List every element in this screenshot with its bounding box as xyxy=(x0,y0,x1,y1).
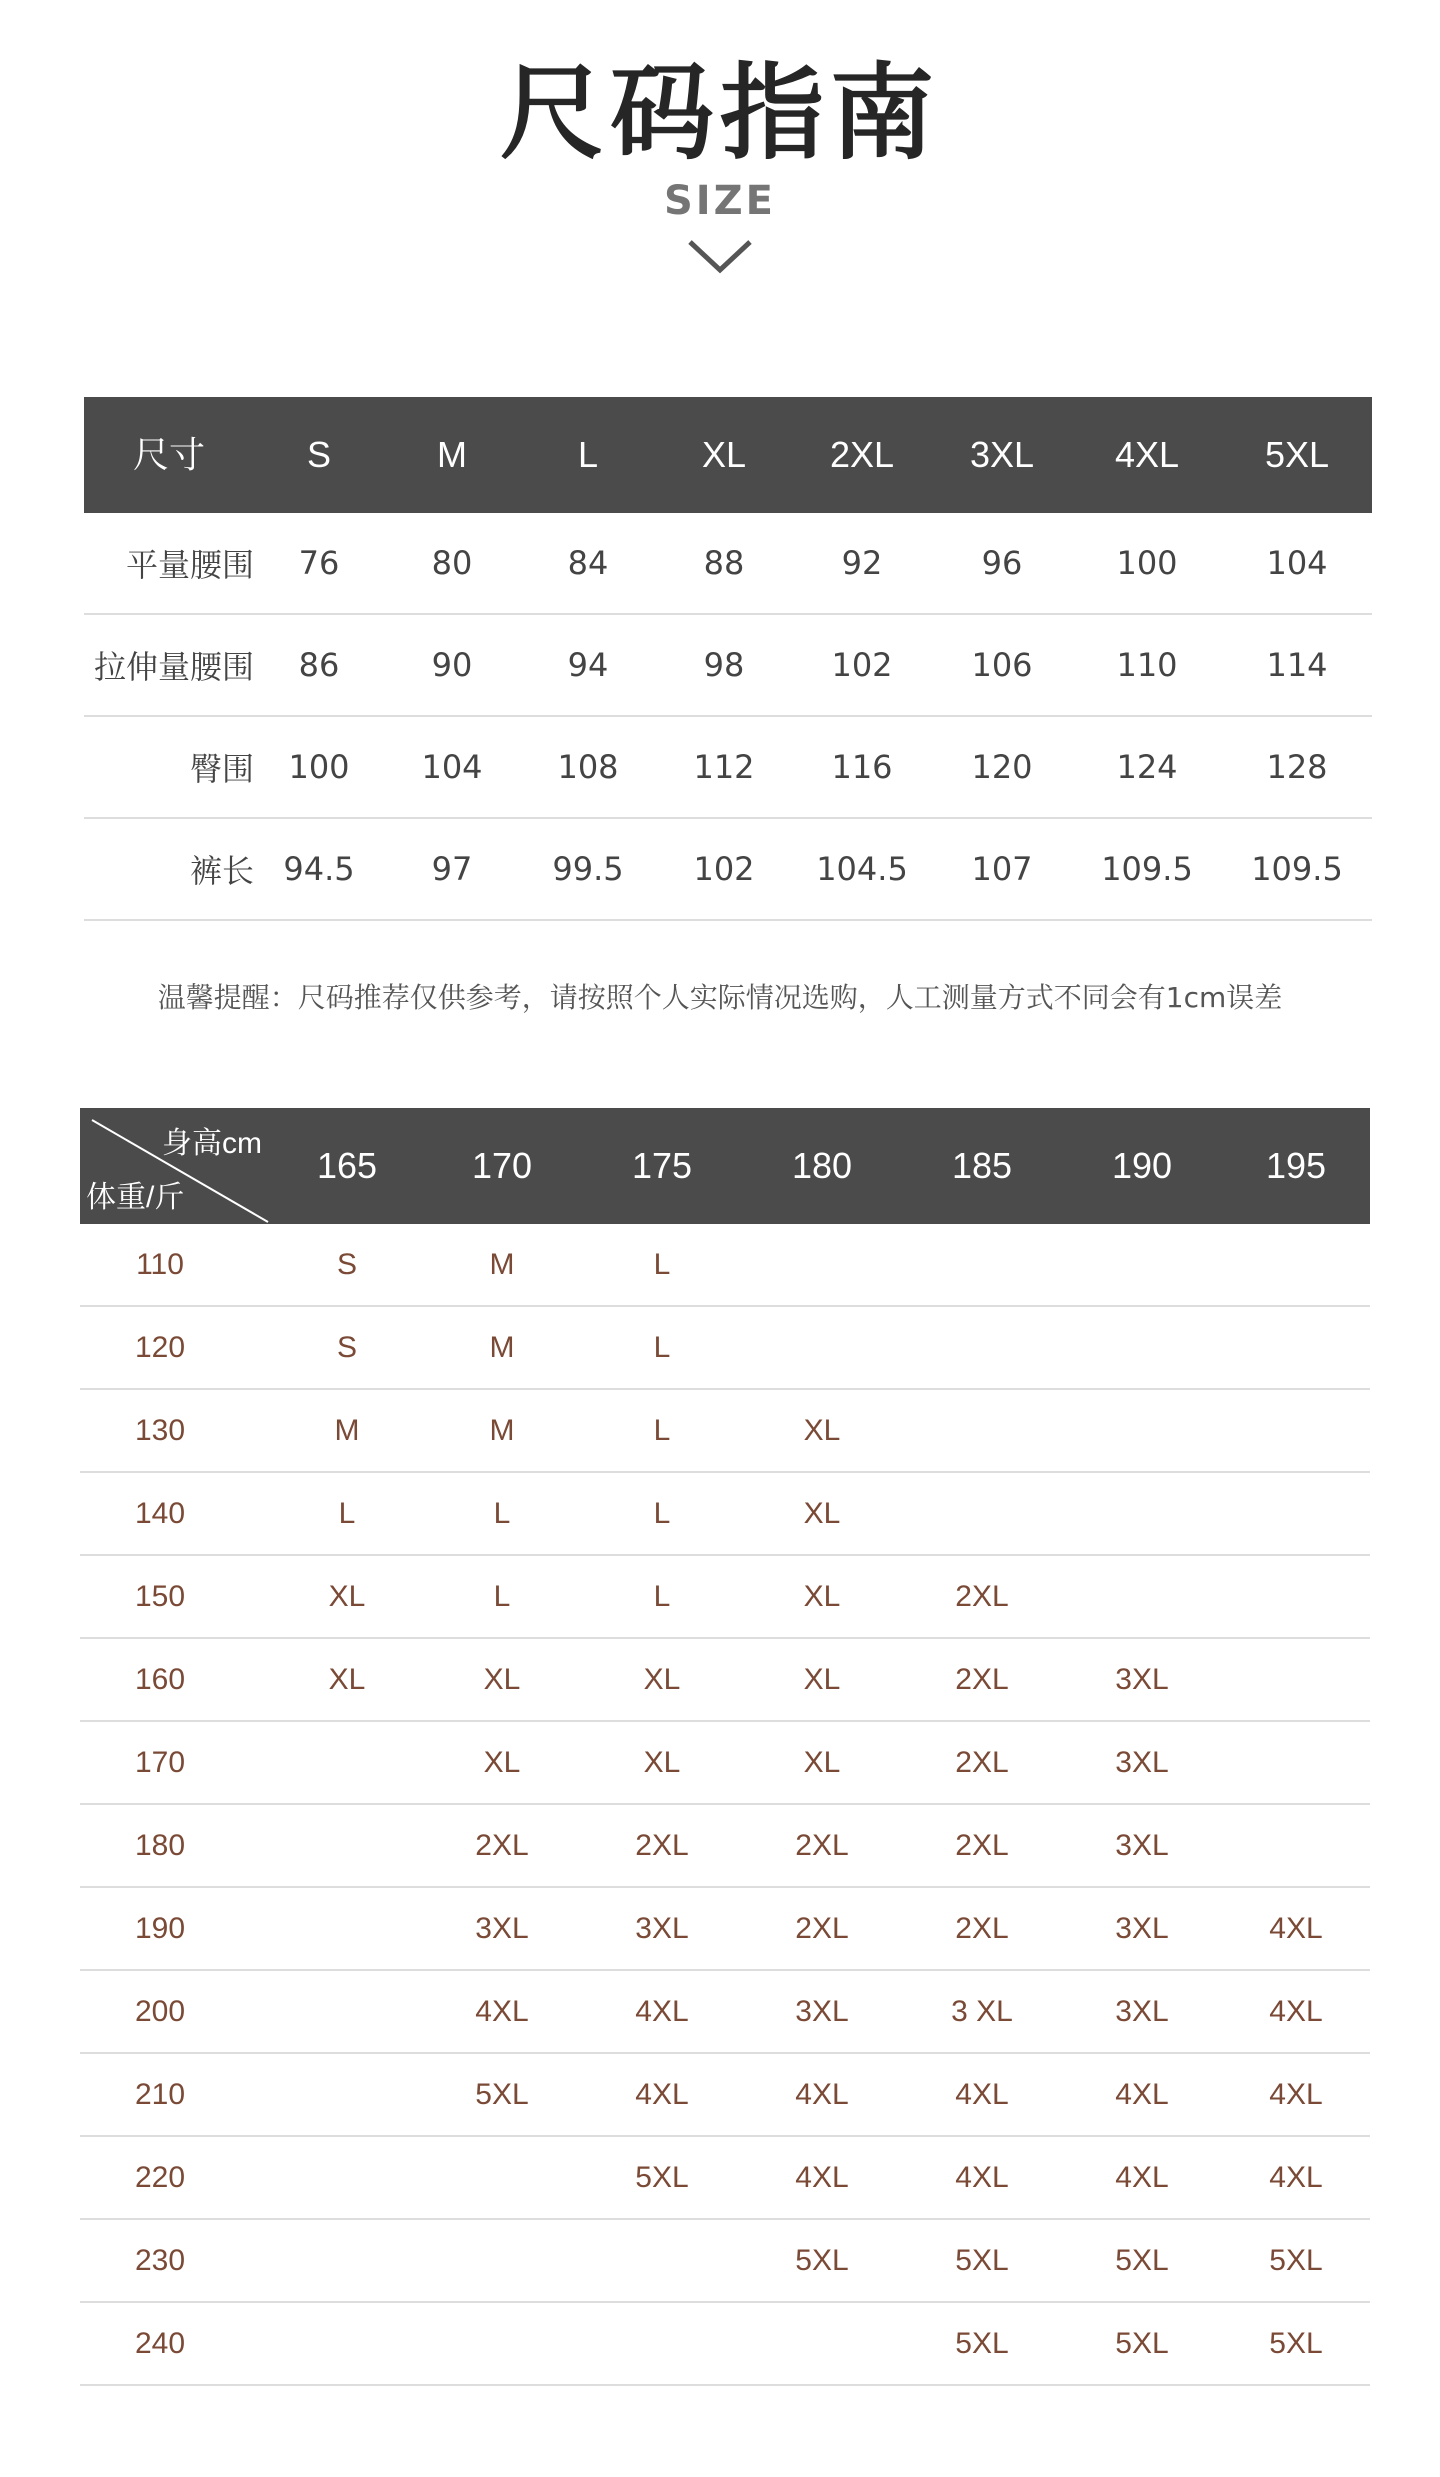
measurement-label: 平量腰围 xyxy=(125,546,254,584)
size-recommendation-cell: 4XL xyxy=(1269,2077,1323,2111)
measurement-value: 80 xyxy=(431,544,473,582)
fit-table xyxy=(80,1108,1370,2386)
height-header-cell: 190 xyxy=(1111,1145,1173,1186)
table-row xyxy=(80,1722,1370,1805)
size-recommendation-cell: L xyxy=(493,1579,511,1613)
size-recommendation-cell xyxy=(1222,1390,1370,1471)
size-recommendation-cell xyxy=(1222,1556,1370,1637)
size-recommendation-cell: 4XL xyxy=(955,2160,1009,2194)
size-recommendation-cell: XL xyxy=(803,1496,841,1530)
size-header-cell: 2XL xyxy=(829,434,895,475)
measurement-value: 106 xyxy=(971,646,1033,684)
size-recommendation-cell: XL xyxy=(803,1662,841,1696)
size-recommendation-cell xyxy=(902,1224,1062,1305)
measurement-value: 109.5 xyxy=(1251,850,1343,888)
size-recommendation-cell: XL xyxy=(643,1662,681,1696)
size-recommendation-cell: L xyxy=(653,1247,671,1281)
weight-cell: 120 xyxy=(134,1330,186,1364)
height-header-cell: 170 xyxy=(471,1145,533,1186)
table-row xyxy=(80,2220,1370,2303)
measurement-value: 116 xyxy=(831,748,893,786)
size-recommendation-cell: S xyxy=(336,1247,357,1281)
measurement-value: 104 xyxy=(1266,544,1328,582)
size-header-cell: 4XL xyxy=(1114,434,1180,475)
size-recommendation-cell xyxy=(902,1473,1062,1554)
measurement-value: 76 xyxy=(298,544,340,582)
size-table xyxy=(84,397,1372,921)
size-recommendation-cell: L xyxy=(653,1330,671,1364)
table-row xyxy=(80,1639,1370,1722)
page-subtitle: SIZE xyxy=(663,178,777,224)
measurement-value: 109.5 xyxy=(1101,850,1193,888)
size-recommendation-cell xyxy=(272,2303,422,2384)
measurement-value: 92 xyxy=(841,544,883,582)
size-recommendation-cell: 5XL xyxy=(955,2243,1009,2277)
weight-cell: 160 xyxy=(134,1662,186,1696)
size-header-cell: L xyxy=(577,434,599,475)
measurement-value: 84 xyxy=(567,544,609,582)
size-recommendation-cell xyxy=(272,1888,422,1969)
measurement-value: 94.5 xyxy=(283,850,355,888)
table-row xyxy=(80,1224,1370,1307)
table-row xyxy=(84,513,1372,615)
size-recommendation-cell: XL xyxy=(803,1413,841,1447)
weight-cell: 180 xyxy=(134,1828,186,1862)
measurement-value: 96 xyxy=(981,544,1023,582)
height-axis-label: 身高cm xyxy=(162,1127,262,1160)
size-header-cell: S xyxy=(306,434,331,475)
size-recommendation-cell: 3XL xyxy=(1115,1662,1169,1696)
size-recommendation-cell: 3XL xyxy=(1115,1994,1169,2028)
table-row xyxy=(80,1390,1370,1473)
size-recommendation-cell: 4XL xyxy=(795,2160,849,2194)
size-recommendation-cell: XL xyxy=(803,1579,841,1613)
table-row xyxy=(84,717,1372,819)
size-recommendation-cell: XL xyxy=(643,1745,681,1779)
size-recommendation-cell: 2XL xyxy=(795,1828,849,1862)
fit-table-header xyxy=(80,1108,1370,1224)
table-row xyxy=(80,2137,1370,2220)
size-recommendation-cell: XL xyxy=(328,1579,366,1613)
size-recommendation-cell: 2XL xyxy=(955,1911,1009,1945)
weight-cell: 220 xyxy=(134,2160,186,2194)
size-recommendation-cell xyxy=(1222,1224,1370,1305)
measurement-value: 94 xyxy=(567,646,609,684)
size-recommendation-cell: 4XL xyxy=(955,2077,1009,2111)
size-recommendation-cell: 4XL xyxy=(1269,1994,1323,2028)
weight-cell: 210 xyxy=(134,2077,186,2111)
weight-cell: 200 xyxy=(134,1994,186,2028)
size-recommendation-cell xyxy=(272,1805,422,1886)
size-recommendation-cell: L xyxy=(653,1413,671,1447)
size-header-cell: 3XL xyxy=(969,434,1035,475)
size-recommendation-cell: 4XL xyxy=(1269,2160,1323,2194)
size-recommendation-cell: 5XL xyxy=(1269,2326,1323,2360)
size-recommendation-cell: 3XL xyxy=(1115,1745,1169,1779)
measurement-label: 臀围 xyxy=(189,750,254,788)
size-recommendation-cell: 2XL xyxy=(635,1828,689,1862)
size-recommendation-cell xyxy=(1062,1556,1222,1637)
size-recommendation-cell: 3XL xyxy=(795,1994,849,2028)
measurement-value: 104 xyxy=(421,748,483,786)
size-recommendation-cell xyxy=(1062,1224,1222,1305)
size-recommendation-cell: 5XL xyxy=(635,2160,689,2194)
measurement-value: 114 xyxy=(1266,646,1328,684)
size-recommendation-cell: M xyxy=(489,1330,515,1364)
measurement-value: 108 xyxy=(557,748,619,786)
weight-cell: 140 xyxy=(134,1496,186,1530)
size-recommendation-cell: XL xyxy=(483,1745,521,1779)
size-recommendation-cell: M xyxy=(489,1247,515,1281)
size-recommendation-cell xyxy=(272,2220,422,2301)
weight-cell: 170 xyxy=(134,1745,186,1779)
size-recommendation-cell xyxy=(1222,1639,1370,1720)
size-recommendation-cell: 2XL xyxy=(955,1579,1009,1613)
measurement-value: 90 xyxy=(431,646,473,684)
size-recommendation-cell xyxy=(902,1390,1062,1471)
size-recommendation-cell: 4XL xyxy=(795,2077,849,2111)
table-row xyxy=(80,1307,1370,1390)
size-recommendation-cell: L xyxy=(338,1496,356,1530)
size-recommendation-cell xyxy=(902,1307,1062,1388)
size-recommendation-cell xyxy=(272,1971,422,2052)
measurement-value: 97 xyxy=(431,850,473,888)
size-recommendation-cell xyxy=(582,2303,742,2384)
size-recommendation-cell: XL xyxy=(803,1745,841,1779)
measurement-label: 拉伸量腰围 xyxy=(93,648,254,686)
size-recommendation-cell: 3XL xyxy=(1115,1828,1169,1862)
size-recommendation-cell xyxy=(742,1224,902,1305)
size-recommendation-cell: 3 XL xyxy=(951,1994,1013,2028)
size-recommendation-cell: 3XL xyxy=(1115,1911,1169,1945)
size-recommendation-cell: 5XL xyxy=(1115,2243,1169,2277)
size-recommendation-cell: M xyxy=(334,1413,360,1447)
table-row xyxy=(80,1473,1370,1556)
table-row xyxy=(80,2054,1370,2137)
size-recommendation-cell xyxy=(1222,1722,1370,1803)
table-row xyxy=(84,615,1372,717)
size-recommendation-cell xyxy=(272,1722,422,1803)
size-recommendation-cell: 4XL xyxy=(635,2077,689,2111)
size-recommendation-cell: XL xyxy=(483,1662,521,1696)
page-title: 尺码指南 xyxy=(499,52,940,174)
weight-cell: 190 xyxy=(134,1911,186,1945)
height-header-cell: 185 xyxy=(951,1145,1013,1186)
size-recommendation-cell xyxy=(272,2137,422,2218)
table-row xyxy=(80,1805,1370,1888)
table-row xyxy=(80,1556,1370,1639)
sizing-note: 温馨提醒：尺码推荐仅供参考，请按照个人实际情况选购，人工测量方式不同会有1cm误差 xyxy=(157,981,1283,1014)
size-recommendation-cell: 3XL xyxy=(635,1911,689,1945)
size-recommendation-cell: L xyxy=(653,1496,671,1530)
measurement-value: 100 xyxy=(288,748,350,786)
table-row xyxy=(80,1971,1370,2054)
height-header-cell: 180 xyxy=(791,1145,853,1186)
height-header-cell: 165 xyxy=(316,1145,378,1186)
size-recommendation-cell: 2XL xyxy=(475,1828,529,1862)
weight-cell: 130 xyxy=(134,1413,186,1447)
size-recommendation-cell xyxy=(1222,1307,1370,1388)
size-recommendation-cell: S xyxy=(336,1330,357,1364)
size-recommendation-cell: 4XL xyxy=(475,1994,529,2028)
measurement-value: 112 xyxy=(693,748,755,786)
measurement-value: 102 xyxy=(693,850,755,888)
size-header-cell: XL xyxy=(701,434,747,475)
table-row xyxy=(80,2303,1370,2386)
measurement-value: 88 xyxy=(703,544,745,582)
size-recommendation-cell xyxy=(1222,1473,1370,1554)
size-recommendation-cell xyxy=(1222,1805,1370,1886)
measurement-value: 110 xyxy=(1116,646,1178,684)
size-recommendation-cell xyxy=(582,2220,742,2301)
measurement-value: 100 xyxy=(1116,544,1178,582)
size-recommendation-cell xyxy=(1062,1307,1222,1388)
size-recommendation-cell: 5XL xyxy=(475,2077,529,2111)
size-recommendation-cell: 4XL xyxy=(1115,2160,1169,2194)
weight-cell: 150 xyxy=(134,1579,186,1613)
size-recommendation-cell: 5XL xyxy=(1115,2326,1169,2360)
size-header-cell: M xyxy=(437,434,467,475)
size-recommendation-cell: 2XL xyxy=(955,1828,1009,1862)
size-recommendation-cell: 2XL xyxy=(955,1662,1009,1696)
size-header-cell: 5XL xyxy=(1264,434,1330,475)
size-recommendation-cell xyxy=(422,2220,582,2301)
size-recommendation-cell: 5XL xyxy=(795,2243,849,2277)
measurement-value: 98 xyxy=(703,646,745,684)
size-recommendation-cell: 5XL xyxy=(1269,2243,1323,2277)
size-recommendation-cell xyxy=(1062,1390,1222,1471)
size-header-label: 尺寸 xyxy=(132,434,205,475)
height-header-cell: 175 xyxy=(631,1145,693,1186)
size-recommendation-cell: 4XL xyxy=(635,1994,689,2028)
table-row xyxy=(84,819,1372,921)
size-table-header xyxy=(84,397,1372,513)
weight-cell: 230 xyxy=(134,2243,186,2277)
size-recommendation-cell: M xyxy=(489,1413,515,1447)
size-recommendation-cell: 4XL xyxy=(1269,1911,1323,1945)
size-recommendation-cell xyxy=(742,2303,902,2384)
size-recommendation-cell xyxy=(1062,1473,1222,1554)
measurement-value: 120 xyxy=(971,748,1033,786)
size-recommendation-cell: 3XL xyxy=(475,1911,529,1945)
height-header-cell: 195 xyxy=(1265,1145,1327,1186)
size-recommendation-cell xyxy=(422,2137,582,2218)
weight-cell: 240 xyxy=(134,2326,186,2360)
chevron-down-icon xyxy=(684,236,756,280)
size-recommendation-cell xyxy=(272,2054,422,2135)
measurement-value: 128 xyxy=(1266,748,1328,786)
weight-axis-label: 体重/斤 xyxy=(86,1181,185,1214)
size-recommendation-cell: XL xyxy=(328,1662,366,1696)
size-recommendation-cell: L xyxy=(653,1579,671,1613)
measurement-value: 99.5 xyxy=(552,850,624,888)
size-recommendation-cell: 5XL xyxy=(955,2326,1009,2360)
size-recommendation-cell: L xyxy=(493,1496,511,1530)
measurement-value: 86 xyxy=(298,646,340,684)
fit-table-corner xyxy=(80,1108,272,1224)
size-recommendation-cell: 4XL xyxy=(1115,2077,1169,2111)
size-recommendation-cell: 2XL xyxy=(795,1911,849,1945)
measurement-value: 107 xyxy=(971,850,1033,888)
weight-cell: 110 xyxy=(136,1247,184,1281)
size-recommendation-cell: 2XL xyxy=(955,1745,1009,1779)
size-recommendation-cell xyxy=(422,2303,582,2384)
measurement-value: 102 xyxy=(831,646,893,684)
size-recommendation-cell xyxy=(742,1307,902,1388)
measurement-value: 124 xyxy=(1116,748,1178,786)
measurement-label: 裤长 xyxy=(189,852,254,890)
measurement-value: 104.5 xyxy=(816,850,908,888)
table-row xyxy=(80,1888,1370,1971)
